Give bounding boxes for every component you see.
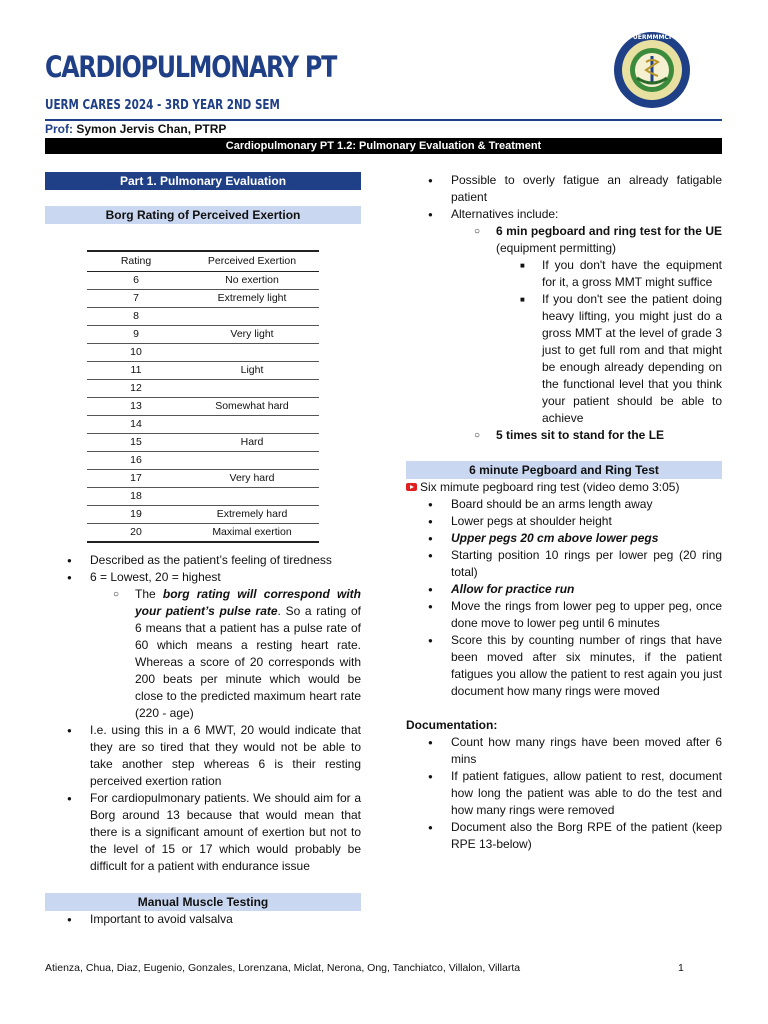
table-row bbox=[87, 452, 319, 470]
exertion-cell: Maximal exertion bbox=[185, 524, 319, 543]
list-item: ■ If you don't see the patient doing heavy lifting, you might just do a gross MMT at the level of grade 3 just to get full rom and that might be enough already depending on the functional level that you think your patient should be able to achieve bbox=[406, 291, 722, 427]
list-item: ○ The borg rating will correspond with your patient’s pulse rate. So a rating of 6 means that a patient has a pulse rate of 60 which means a resting heart rate. Whereas a score of 20 corresponds with 200 beats per minute which would be close to the predicted maximum heart rate (220 - age) bbox=[45, 586, 361, 722]
list-item: ● Move the rings from lower peg to upper peg, once done move to lower peg until 6 minutes bbox=[406, 598, 722, 632]
professor-line bbox=[45, 122, 226, 136]
list-item: ● Score this by counting number of rings that have been moved after six minutes, if the patient fatigues you allow the patient to rest again you just document how many rings were moved bbox=[406, 632, 722, 700]
list-item: ● Described as the patient’s feeling of tiredness bbox=[45, 552, 361, 569]
list-item: ● Upper pegs 20 cm above lower pegs bbox=[406, 530, 722, 547]
documentation-notes bbox=[406, 734, 722, 853]
youtube-icon bbox=[406, 483, 417, 491]
exertion-cell bbox=[185, 344, 319, 362]
pegboard-notes bbox=[406, 496, 722, 700]
video-link-line: Six mimute pegboard ring test (video demo 3:05) bbox=[406, 479, 722, 496]
page-number: 1 bbox=[678, 962, 684, 974]
header-rule bbox=[45, 119, 722, 121]
documentation-heading: Documentation: bbox=[406, 718, 498, 732]
exertion-cell: Very light bbox=[185, 326, 319, 344]
document-subtitle: UERM CARES 2024 - 3RD YEAR 2ND SEM bbox=[45, 98, 280, 113]
rating-cell: 13 bbox=[87, 398, 185, 416]
rating-cell: 16 bbox=[87, 452, 185, 470]
table-row bbox=[87, 326, 319, 344]
rating-cell: 12 bbox=[87, 380, 185, 398]
list-item: ● Lower pegs at shoulder height bbox=[406, 513, 722, 530]
list-item: ○ 6 min pegboard and ring test for the UE (equipment permitting) bbox=[406, 223, 722, 257]
logo-text: UERMMMCI bbox=[632, 34, 672, 41]
borg-notes bbox=[45, 552, 361, 875]
mmt-continued bbox=[406, 172, 722, 444]
lecture-title-bar: Cardiopulmonary PT 1.2: Pulmonary Evaluation & Treatment bbox=[45, 138, 722, 154]
rating-cell: 18 bbox=[87, 488, 185, 506]
table-row bbox=[87, 434, 319, 452]
list-item: ● Starting position 10 rings per lower peg (20 ring total) bbox=[406, 547, 722, 581]
pegboard-header: 6 minute Pegboard and Ring Test bbox=[406, 461, 722, 479]
list-item: ○ 5 times sit to stand for the LE bbox=[406, 427, 722, 444]
exertion-cell: No exertion bbox=[185, 272, 319, 290]
exertion-cell: Extremely light bbox=[185, 290, 319, 308]
list-item: ● Important to avoid valsalva bbox=[45, 911, 361, 928]
table-header-exertion: Perceived Exertion bbox=[185, 251, 319, 272]
list-item: ● Possible to overly fatigue an already fatigable patient bbox=[406, 172, 722, 206]
rating-cell: 17 bbox=[87, 470, 185, 488]
rating-cell: 15 bbox=[87, 434, 185, 452]
rating-cell: 7 bbox=[87, 290, 185, 308]
list-item: ● Board should be an arms length away bbox=[406, 496, 722, 513]
footer-authors: Atienza, Chua, Diaz, Eugenio, Gonzales, Lorenzana, Miclat, Nerona, Ong, Tanchiatco, Villalon, Villarta bbox=[45, 962, 521, 974]
table-header-row bbox=[87, 251, 319, 272]
table-row bbox=[87, 290, 319, 308]
rating-cell: 14 bbox=[87, 416, 185, 434]
rating-cell: 11 bbox=[87, 362, 185, 380]
uerm-seal-logo bbox=[612, 30, 692, 110]
borg-table bbox=[87, 250, 319, 543]
exertion-cell bbox=[185, 308, 319, 326]
rating-cell: 10 bbox=[87, 344, 185, 362]
exertion-cell: Very hard bbox=[185, 470, 319, 488]
table-row bbox=[87, 380, 319, 398]
table-row bbox=[87, 308, 319, 326]
exertion-cell: Extremely hard bbox=[185, 506, 319, 524]
table-row bbox=[87, 524, 319, 543]
prof-label: Prof: bbox=[45, 122, 73, 136]
table-row bbox=[87, 506, 319, 524]
exertion-cell: Light bbox=[185, 362, 319, 380]
list-item: ● If patient fatigues, allow patient to rest, document how long the patient was able to do the test and how many rings were removed bbox=[406, 768, 722, 819]
part-header: Part 1. Pulmonary Evaluation bbox=[45, 172, 361, 190]
rating-cell: 8 bbox=[87, 308, 185, 326]
table-header-rating: Rating bbox=[87, 251, 185, 272]
table-row bbox=[87, 470, 319, 488]
list-item: ● 6 = Lowest, 20 = highest bbox=[45, 569, 361, 586]
table-row bbox=[87, 416, 319, 434]
exertion-cell: Hard bbox=[185, 434, 319, 452]
prof-name: Symon Jervis Chan, PTRP bbox=[76, 122, 227, 136]
list-item: ■ If you don't have the equipment for it, a gross MMT might suffice bbox=[406, 257, 722, 291]
table-row bbox=[87, 272, 319, 290]
left-column bbox=[45, 172, 361, 928]
borg-header: Borg Rating of Perceived Exertion bbox=[45, 206, 361, 224]
rating-cell: 6 bbox=[87, 272, 185, 290]
rating-cell: 19 bbox=[87, 506, 185, 524]
list-item: ● Allow for practice run bbox=[406, 581, 722, 598]
exertion-cell bbox=[185, 380, 319, 398]
list-item: ● I.e. using this in a 6 MWT, 20 would indicate that they are so tired that they would not be able to take another step whereas 6 is their resting perceived exertion ration bbox=[45, 722, 361, 790]
right-column bbox=[406, 172, 722, 853]
list-item: ● Document also the Borg RPE of the patient (keep RPE 13-below) bbox=[406, 819, 722, 853]
rating-cell: 9 bbox=[87, 326, 185, 344]
exertion-cell bbox=[185, 452, 319, 470]
table-row bbox=[87, 362, 319, 380]
list-item: ● Alternatives include: bbox=[406, 206, 722, 223]
exertion-cell bbox=[185, 488, 319, 506]
exertion-cell: Somewhat hard bbox=[185, 398, 319, 416]
table-row bbox=[87, 398, 319, 416]
rating-cell: 20 bbox=[87, 524, 185, 543]
list-item: ● Count how many rings have been moved after 6 mins bbox=[406, 734, 722, 768]
table-row bbox=[87, 344, 319, 362]
mmt-notes bbox=[45, 911, 361, 928]
table-row bbox=[87, 488, 319, 506]
exertion-cell bbox=[185, 416, 319, 434]
mmt-header: Manual Muscle Testing bbox=[45, 893, 361, 911]
list-item: ● For cardiopulmonary patients. We should aim for a Borg around 13 because that would mean that there is a significant amount of exertion but not to the level of 15 or 17 which would probably be difficult for a patient with endurance issue bbox=[45, 790, 361, 875]
document-title: CARDIOPULMONARY PT bbox=[45, 50, 337, 84]
video-link[interactable]: Six mimute pegboard ring test bbox=[420, 480, 580, 494]
